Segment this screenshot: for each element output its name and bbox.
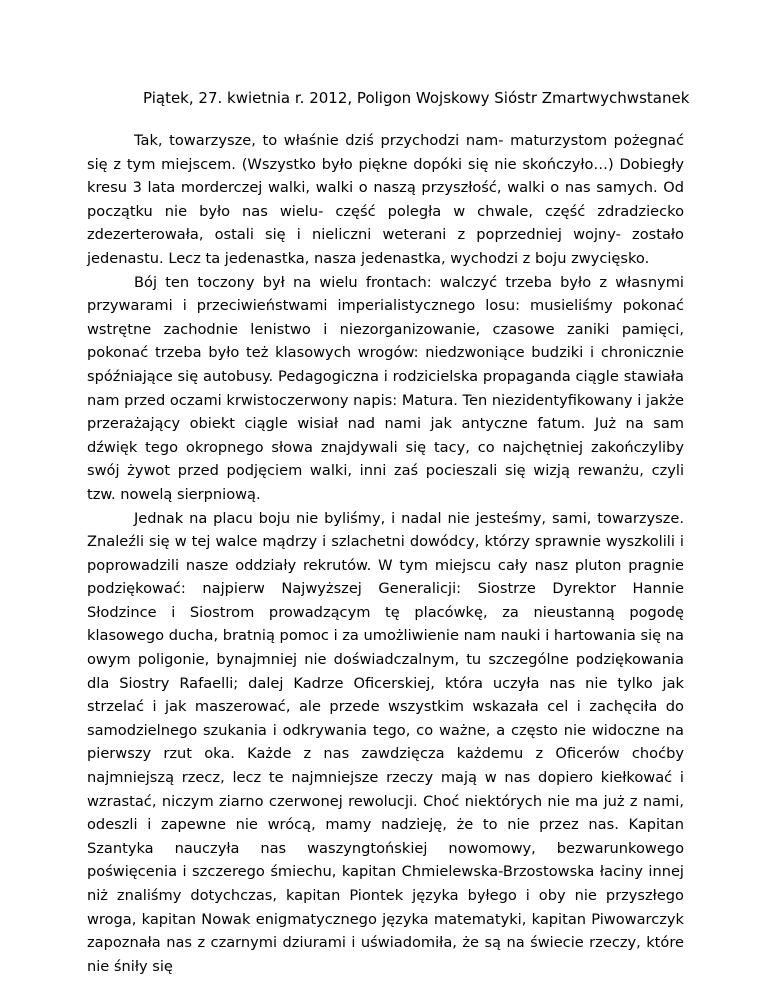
document-header: Piątek, 27. kwietnia r. 2012, Poligon Wojskowy Sióstr Zmartwychwstanek bbox=[143, 89, 690, 107]
paragraph-3: Jednak na placu boju nie byliśmy, i nadal nie jesteśmy, sami, towarzysze. Znaleźli się w tej walce mądrzy i szlachetni dowódcy, którzy sprawnie wyszkolili i poprowadzili nasze oddziały rekrutów. W tym miejscu cały nasz pluton pragnie podziękować: najpierw Najwyższej Generalicji: Siostrze Dyrektor Hannie Słodzince i Siostrom prowadzącym tę placówkę, za nieustanną pogodę klasowego ducha, bratnią pomoc i za umożliwienie nam nauki i hartowania się na owym poligonie, bynajmniej nie doświadczalnym, tu szczególne podziękowania dla Siostry Rafaelli; dalej Kadrze Oficerskiej, która uczyła nas nie tylko jak strzelać i jak maszerować, ale przede wszystkim wskazała cel i zachęciła do samodzielnego szukania i odkrywania tego, co ważne, a często nie widoczne na pierwszy rzut oka. Każde z nas zawdzięcza każdemu z Oficerów choćby najmniejszą rzecz, lecz te najmniejsze rzeczy mają w nas dopiero kiełkować i wzrastać, niczym ziarno czerwonej rewolucji. Choć niektórych nie ma już z nami, odeszli i zapewne nie wrócą, mamy nadzieję, że to nie przez nas. Kapitan Szantyka nauczyła nas waszyngtońskiej nowomowy, bezwarunkowego poświęcenia i szczerego śmiechu, kapitan Chmielewska-Brzostowska łaciny innej niż znaliśmy dotychczas, kapitan Piontek języka byłego i oby nie przyszłego wroga, kapitan Nowak enigmatycznego języka matematyki, kapitan Piwowarczyk zapoznała nas z czarnymi dziurami i uświadomiła, że są na świecie rzeczy, które nie śniły się bbox=[87, 509, 684, 975]
document-body bbox=[87, 129, 684, 978]
paragraph-1: Tak, towarzysze, to właśnie dziś przychodzi nam- maturzystom pożegnać się z tym miejscem. (Wszystko było piękne dopóki się nie skończyło…) Dobiegły kresu 3 lata morderczej walki, walki o naszą przyszłość, walki o nas samych. Od początku nie było nas wielu- część poległa w chwale, część zdradziecko zdezerterowała, ostali się i nieliczni weterani z poprzedniej wojny- zostało jedenastu. Lecz ta jedenastka, nasza jedenastka, wychodzi z boju zwycięsko. bbox=[87, 132, 684, 267]
paragraph-2: Bój ten toczony był na wielu frontach: walczyć trzeba było z własnymi przywarami i przeciwieństwami imperialistycznego losu: musieliśmy pokonać wstrętne zachodnie lenistwo i niezorganizowanie, czasowe zaniki pamięci, pokonać trzeba było też klasowych wrogów: niedzwoniące budziki i chronicznie spóźniające się autobusy. Pedagogiczna i rodzicielska propaganda ciągle stawiała nam przed oczami krwistoczerwony napis: Matura. Ten niezidentyfikowany i jakże przerażający obiekt ciągle wisiał nad nami jak antyczne fatum. Już na sam dźwięk tego okropnego słowa znajdywali się tacy, co najchętniej zakończyliby swój żywot przed podjęciem walki, inni zaś pocieszali się wizją rewanżu, czyli tzw. nowelą sierpniową. bbox=[87, 273, 684, 503]
